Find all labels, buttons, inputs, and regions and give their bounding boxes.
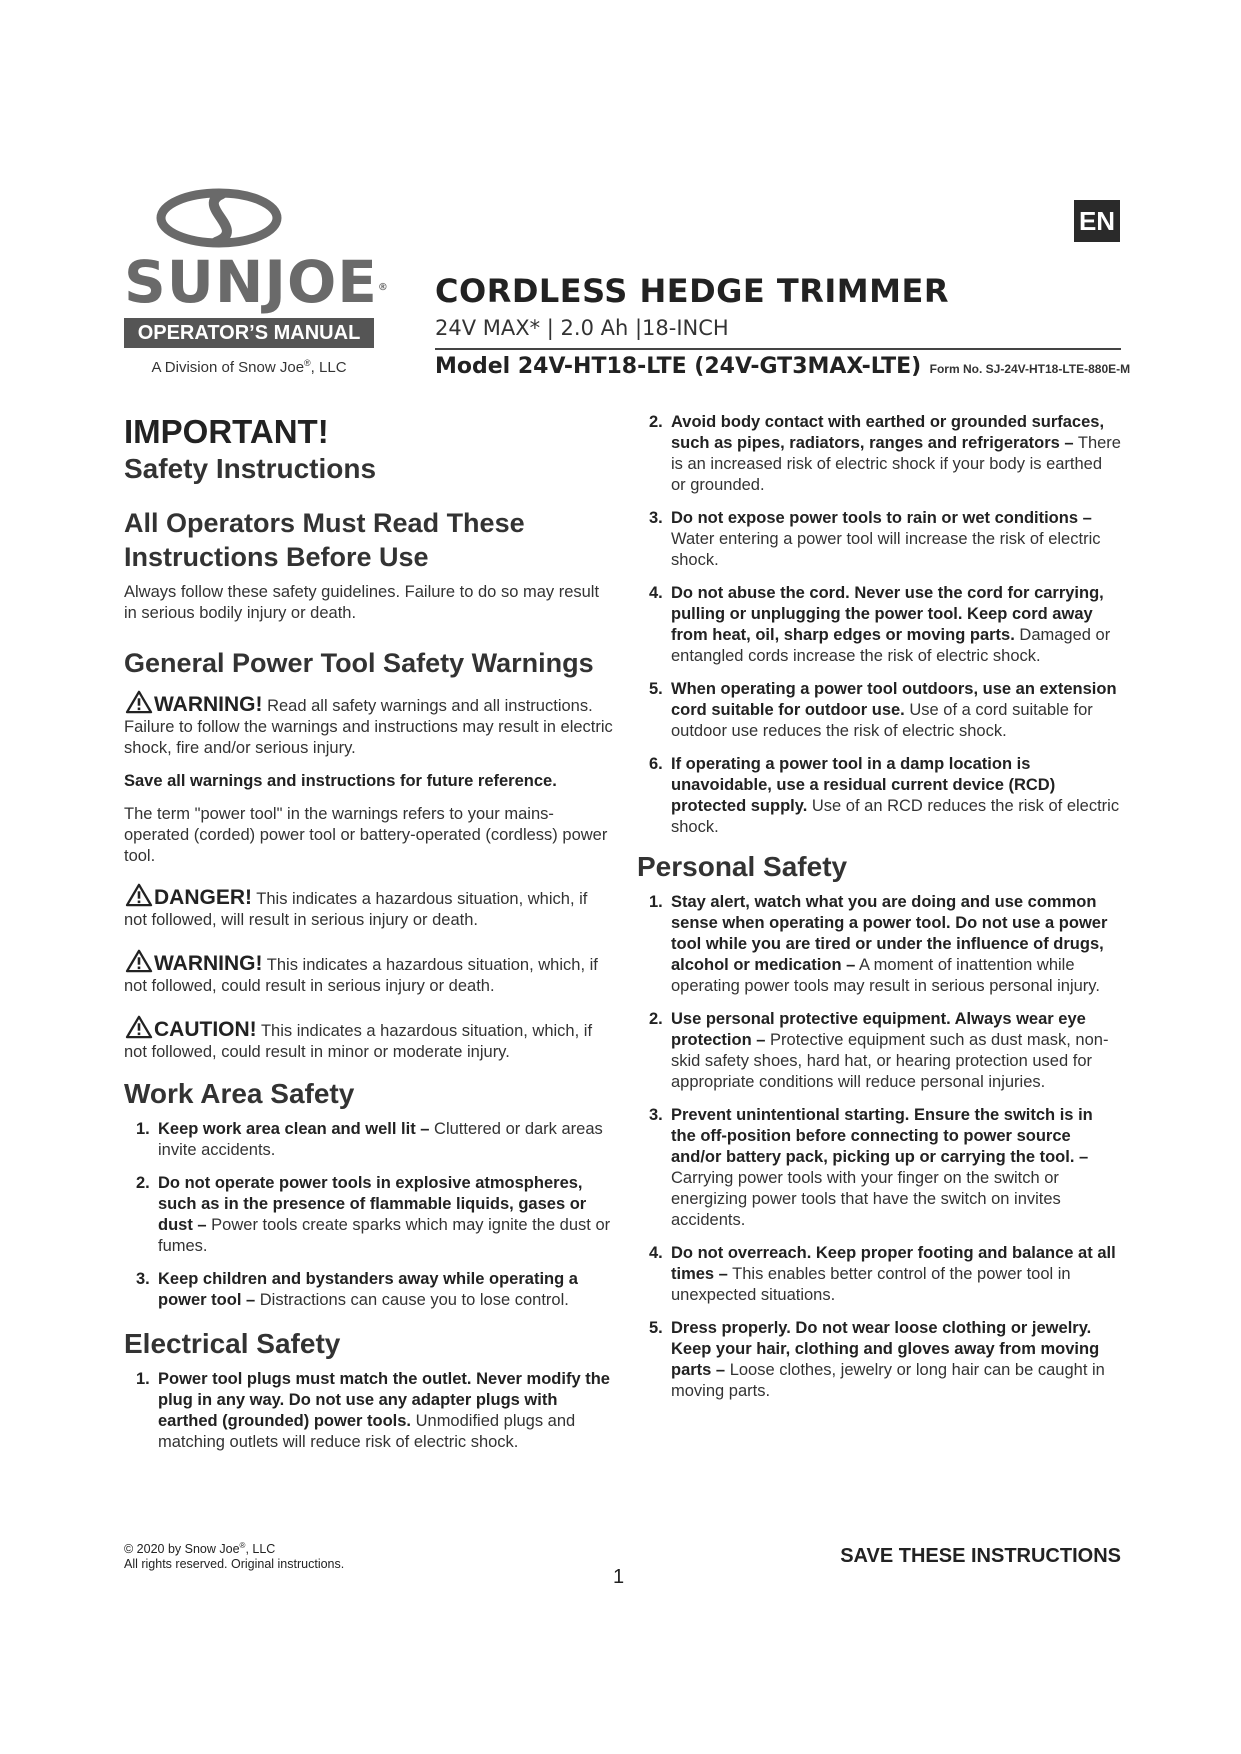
general-safety-heading: General Power Tool Safety Warnings [124, 648, 594, 678]
language-badge: EN [1074, 200, 1120, 242]
list-item: 1. Power tool plugs must match the outlet. Never modify the plug in any way. Do not use any adapter plugs with earthed (grounded) power tools. Unmodified plugs and matching outlets will reduce risk of electric shock. [136, 1370, 610, 1451]
copyright: © 2020 by Snow Joe®, LLC All rights reserved. Original instructions. [124, 1541, 345, 1572]
list-item: 1. Keep work area clean and well lit – Cluttered or dark areas invite accidents. [136, 1120, 603, 1159]
form-number: Form No. SJ-24V-HT18-LTE-880E-M [929, 362, 1131, 376]
list-item: 4. Do not overreach. Keep proper footing and balance at all times – This enables better control of the power tool in unexpected situations. [649, 1244, 1116, 1304]
save-instructions-footer: SAVE THESE INSTRUCTIONS [840, 1545, 1121, 1567]
warning-definition-notice: WARNING! This indicates a hazardous situation, which, if not followed, could result in serious injury or death. [124, 949, 614, 997]
list-item: 4. Do not abuse the cord. Never use the cord for carrying, pulling or unplugging the power tool. Keep cord away from heat, oil, sharp edges or moving parts. Damaged or entangled cords increase the risk of electric shock. [649, 584, 1111, 665]
list-item: 5. Dress properly. Do not wear loose clothing or jewelry. Keep your hair, clothing and gloves away from moving parts – Loose clothes, jewelry or long hair can be caught in moving parts. [649, 1319, 1105, 1400]
model-number: Model 24V-HT18-LTE (24V-GT3MAX-LTE) [435, 354, 922, 379]
left-column [124, 412, 614, 1465]
personal-safety-list [637, 892, 1121, 1402]
division-line: A Division of Snow Joe®, LLC [151, 358, 347, 376]
personal-safety-heading: Personal Safety [637, 851, 848, 882]
warning-notice: WARNING! Read all safety warnings and all instructions. Failure to follow the warnings and instructions may result in electric shock, fire and/or serious injury. [124, 690, 614, 759]
model-line [435, 354, 1130, 379]
right-column [637, 412, 1121, 1414]
list-item: 2. Avoid body contact with earthed or grounded surfaces, such as pipes, radiators, ranges and refrigerators – There is an increased risk of electric shock if your body is earthed or grounded. [649, 413, 1121, 494]
list-item: 6. If operating a power tool in a damp location is unavoidable, use a residual current device (RCD) protected supply. Use of an RCD reduces the risk of electric shock. [649, 755, 1120, 836]
electrical-list-continued [637, 412, 1121, 838]
header-divider [435, 348, 1121, 350]
list-item: 3. Do not expose power tools to rain or wet conditions – Water entering a power tool will increase the risk of electric shock. [649, 509, 1101, 569]
save-all-warnings: Save all warnings and instructions for future reference. [124, 772, 557, 790]
product-spec: 24V MAX* | 2.0 Ah |18-INCH [435, 316, 729, 340]
warning-triangle-icon [124, 883, 154, 907]
electrical-heading: Electrical Safety [124, 1328, 341, 1359]
always-follow-text: Always follow these safety guidelines. Failure to do so may result in serious bodily injury or death. [124, 583, 600, 622]
work-area-list [124, 1119, 614, 1311]
power-tool-term: The term "power tool" in the warnings refers to your mains-operated (corded) power tool or battery-operated (cordless) power tool. [124, 805, 608, 865]
list-item: 2. Do not operate power tools in explosive atmospheres, such as in the presence of flammable liquids, gases or dust – Power tools create sparks which may ignite the dust or fumes. [136, 1174, 611, 1255]
list-item: 2. Use personal protective equipment. Always wear eye protection – Protective equipment such as dust mask, non-skid safety shoes, hard hat, or hearing protection used for appropriate conditions will reduce personal injuries. [649, 1010, 1109, 1091]
sunjoe-logo-icon [124, 186, 374, 250]
important-heading: IMPORTANT! [124, 413, 329, 450]
warning-triangle-icon [124, 949, 154, 973]
list-item: 3. Prevent unintentional starting. Ensure the switch is in the off-position before connecting to power source and/or battery pack, picking up or carrying the tool. – Carrying power tools with your finger on the switch or energizing power tools that have the switch on invites accidents. [649, 1106, 1093, 1229]
list-item: 1. Stay alert, watch what you are doing and use common sense when operating a power tool. Do not use a power tool while you are tired or under the influence of drugs, alcohol or medication – A moment of inattention while operating power tools may result in serious personal injury. [649, 893, 1108, 995]
warning-triangle-icon [124, 1015, 154, 1039]
safety-instructions-heading: Safety Instructions [124, 453, 377, 484]
brand-name: SUNJOE® [124, 248, 389, 316]
operators-manual-label: OPERATOR’S MANUAL [124, 318, 374, 348]
work-area-heading: Work Area Safety [124, 1078, 355, 1109]
electrical-list [124, 1369, 614, 1453]
list-item: 5. When operating a power tool outdoors, use an extension cord suitable for outdoor use. Use of a cord suitable for outdoor use reduces the risk of electric shock. [649, 680, 1117, 740]
page-number: 1 [613, 1566, 625, 1588]
product-title: CORDLESS HEDGE TRIMMER [435, 272, 949, 310]
caution-notice: CAUTION! This indicates a hazardous situation, which, if not followed, could result in minor or moderate injury. [124, 1015, 614, 1063]
danger-notice: DANGER! This indicates a hazardous situation, which, if not followed, will result in serious injury or death. [124, 883, 614, 931]
all-operators-heading: All Operators Must Read These Instructions Before Use [124, 508, 525, 572]
list-item: 3. Keep children and bystanders away while operating a power tool – Distractions can cause you to lose control. [136, 1270, 578, 1309]
warning-triangle-icon [124, 690, 154, 714]
